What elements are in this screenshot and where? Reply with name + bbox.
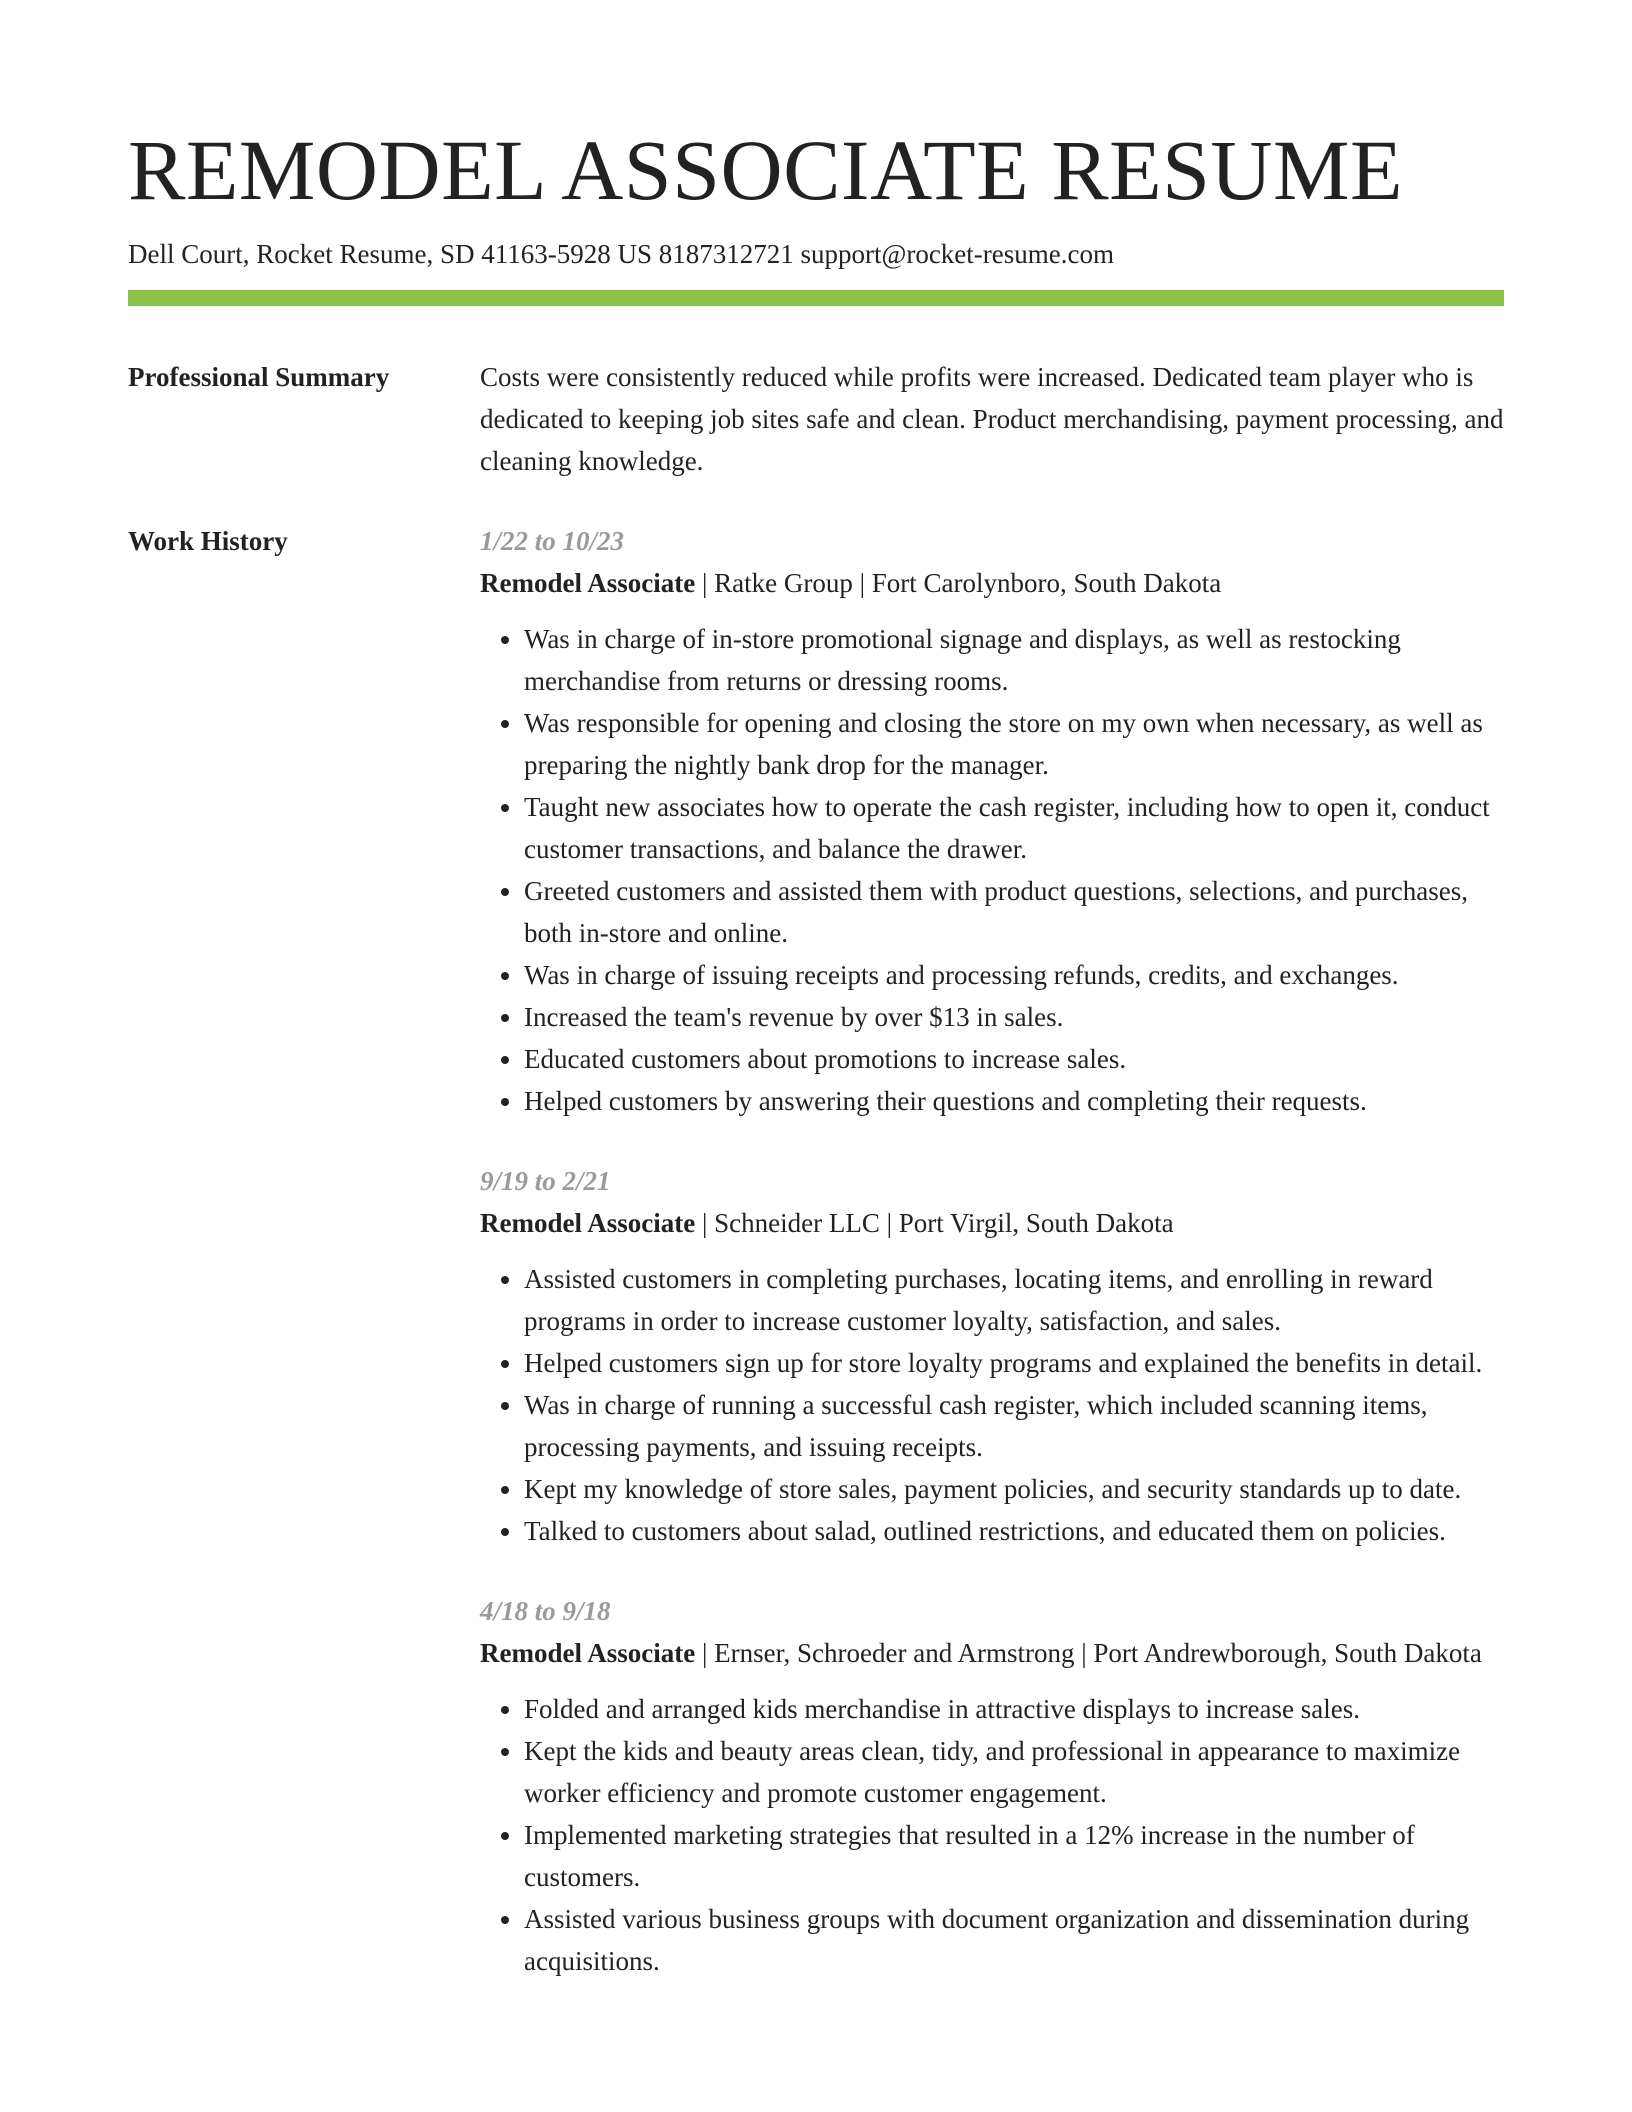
- job-bullet-item: • Was responsible for opening and closing the store on my own when necessary, as well as preparing the nightly bank drop for the manager.: [524, 702, 1504, 786]
- contact-address: Dell Court, Rocket Resume, SD 41163-5928 US: [128, 239, 652, 269]
- job-heading-separator: |: [695, 568, 715, 598]
- job-bullet-item: • Assisted customers in completing purchases, locating items, and enrolling in reward programs in order to increase customer loyalty, satisfaction, and sales.: [524, 1258, 1504, 1342]
- job-title: Remodel Associate: [480, 568, 696, 598]
- professional-summary-body: [480, 356, 1504, 482]
- job-heading: [480, 1202, 1504, 1244]
- professional-summary-section: [128, 356, 1504, 482]
- job-dates: 4/18 to 9/18: [480, 1596, 611, 1626]
- job-company: Ratke Group: [714, 568, 853, 598]
- job-dates: 9/19 to 2/21: [480, 1166, 611, 1196]
- job-bullet-item: • Helped customers sign up for store loyalty programs and explained the benefits in detail.: [524, 1342, 1504, 1384]
- header-accent-rule: [128, 290, 1504, 306]
- professional-summary-text: Costs were consistently reduced while profits were increased. Dedicated team player who is dedicated to keeping job sites safe and clean. Product merchandising, payment processing, and cleaning knowledge.: [480, 362, 1504, 476]
- job-bullet-item: • Folded and arranged kids merchandise in attractive displays to increase sales.: [524, 1688, 1504, 1730]
- job-title: Remodel Associate: [480, 1208, 696, 1238]
- job-heading-separator: |: [879, 1208, 899, 1238]
- job-bullet-list: [480, 618, 1504, 1122]
- resume-title: REMODEL ASSOCIATE RESUME: [128, 122, 1404, 218]
- resume-header: [128, 118, 1504, 306]
- job-bullet-item: • Was in charge of running a successful cash register, which included scanning items, processing payments, and issuing receipts.: [524, 1384, 1504, 1468]
- job-bullet-item: • Was in charge of in-store promotional signage and displays, as well as restocking merchandise from returns or dressing rooms.: [524, 618, 1504, 702]
- job-bullet-item: • Increased the team's revenue by over $13 in sales.: [524, 996, 1504, 1038]
- job-heading-separator: |: [695, 1208, 715, 1238]
- job-location: Fort Carolynboro, South Dakota: [871, 568, 1222, 598]
- job-title: Remodel Associate: [480, 1638, 696, 1668]
- job-bullet-item: • Greeted customers and assisted them with product questions, selections, and purchases, both in-store and online.: [524, 870, 1504, 954]
- job-entry: [480, 1160, 1504, 1552]
- job-company: Ernser, Schroeder and Armstrong: [714, 1638, 1075, 1668]
- work-history-section: [128, 520, 1504, 2020]
- job-heading: [480, 562, 1504, 604]
- professional-summary-label: Professional Summary: [128, 362, 390, 392]
- contact-email: support@rocket-resume.com: [800, 239, 1114, 269]
- job-location: Port Virgil, South Dakota: [898, 1208, 1174, 1238]
- job-location: Port Andrewborough, South Dakota: [1093, 1638, 1482, 1668]
- work-history-label: Work History: [128, 526, 288, 556]
- contact-line: [128, 236, 1504, 272]
- job-entry: [480, 520, 1504, 1122]
- job-heading-separator: |: [1074, 1638, 1094, 1668]
- job-bullet-item: • Was in charge of issuing receipts and processing refunds, credits, and exchanges.: [524, 954, 1504, 996]
- job-bullet-list: [480, 1258, 1504, 1552]
- job-bullet-item: • Talked to customers about salad, outlined restrictions, and educated them on policies.: [524, 1510, 1504, 1552]
- work-history-body: [480, 520, 1504, 2020]
- job-heading: [480, 1632, 1504, 1674]
- job-heading-separator: |: [695, 1638, 715, 1668]
- job-bullet-item: • Kept the kids and beauty areas clean, tidy, and professional in appearance to maximize worker efficiency and promote customer engagement.: [524, 1730, 1504, 1814]
- job-entry: [480, 1590, 1504, 1982]
- job-bullet-item: • Implemented marketing strategies that resulted in a 12% increase in the number of customers.: [524, 1814, 1504, 1898]
- job-heading-separator: |: [852, 568, 872, 598]
- job-bullet-item: • Helped customers by answering their questions and completing their requests.: [524, 1080, 1504, 1122]
- job-bullet-item: • Educated customers about promotions to increase sales.: [524, 1038, 1504, 1080]
- job-bullet-item: • Assisted various business groups with document organization and dissemination during acquisitions.: [524, 1898, 1504, 1982]
- job-company: Schneider LLC: [714, 1208, 880, 1238]
- job-dates: 1/22 to 10/23: [480, 526, 625, 556]
- contact-phone: 8187312721: [658, 239, 794, 269]
- job-bullet-list: [480, 1688, 1504, 1982]
- job-bullet-item: • Taught new associates how to operate the cash register, including how to open it, conduct customer transactions, and balance the drawer.: [524, 786, 1504, 870]
- job-bullet-item: • Kept my knowledge of store sales, payment policies, and security standards up to date.: [524, 1468, 1504, 1510]
